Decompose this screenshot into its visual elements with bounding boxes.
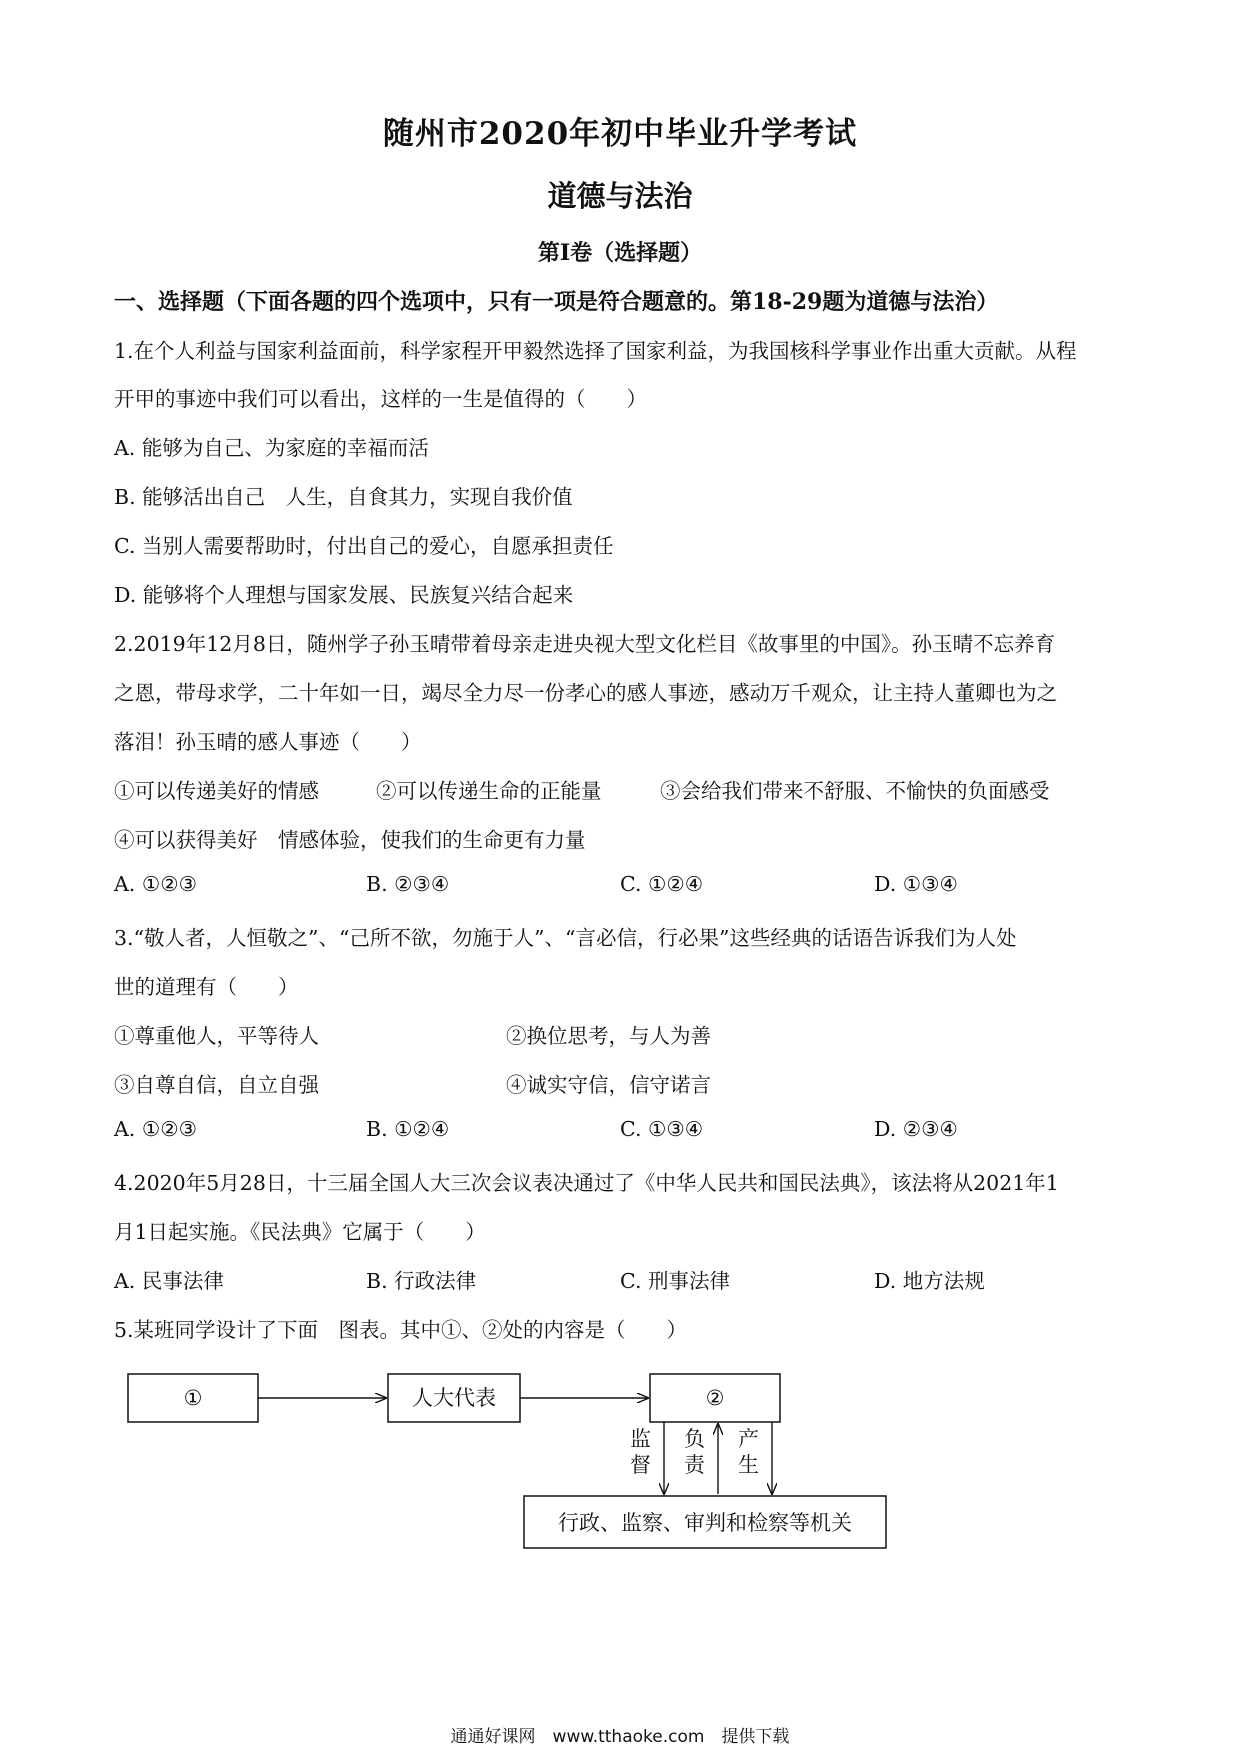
q1-option-d: D. 能够将个人理想与国家发展、民族复兴结合起来 (114, 583, 574, 607)
q1-stem-line1: 1.在个人利益与国家利益面前，科学家程开甲毅然选择了国家利益，为我国核科学事业作出重大贡献。从程 (114, 339, 1077, 363)
q5-stem-line1: 5.某班同学设计了下面 图表。其中①、②处的内容是（ ） (114, 1318, 688, 1342)
volume-title: 第Ⅰ卷（选择题） (537, 240, 703, 266)
q2-option-c: C. ①②④ (620, 872, 704, 896)
q4-stem-line2: 月1日起实施。《民法典》它属于（ ） (114, 1220, 486, 1244)
q3-stem-line1: 3.“敬人者，人恒敬之”、“己所不欲，勿施于人”、“言必信，行必果”这些经典的话语告诉我们为人处 (114, 926, 1017, 950)
diagram-box-4-label: 行政、监察、审判和检察等机关 (558, 1511, 852, 1535)
q3-option-d: D. ②③④ (874, 1117, 958, 1141)
q4-option-a: A. 民事法律 (114, 1269, 224, 1293)
label-produce-2: 生 (738, 1453, 759, 1477)
diagram-box-2-label: 人大代表 (412, 1386, 496, 1410)
q2-option-a: A. ①②③ (114, 872, 197, 896)
q3-item-2: ②换位思考，与人为善 (506, 1024, 711, 1048)
q2-item-4: ④可以获得美好 情感体验，使我们的生命更有力量 (114, 828, 586, 852)
q3-option-a: A. ①②③ (114, 1117, 197, 1141)
q2-item-2: ②可以传递生命的正能量 (376, 779, 602, 803)
label-supervise-2: 督 (630, 1453, 651, 1477)
label-responsible-2: 责 (684, 1453, 705, 1477)
q2-stem-line2: 之恩，带母求学，二十年如一日，竭尽全力尽一份孝心的感人事迹，感动万千观众，让主持人董卿也为之 (114, 681, 1057, 705)
subject-title: 道德与法治 (547, 179, 693, 213)
q4-option-d: D. 地方法规 (874, 1269, 985, 1293)
exam-title: 随州市2020年初中毕业升学考试 (382, 116, 858, 152)
diagram-box-1-label: ① (183, 1386, 203, 1410)
section-heading: 一、选择题（下面各题的四个选项中，只有一项是符合题意的。第18-29题为道德与法治） (114, 289, 999, 315)
q3-item-4: ④诚实守信，信守诺言 (506, 1073, 711, 1097)
q4-option-c: C. 刑事法律 (620, 1269, 730, 1293)
q2-item-3: ③会给我们带来不舒服、不愉快的负面感受 (660, 779, 1050, 803)
q1-option-b: B. 能够活出自己 人生，自食其力，实现自我价值 (114, 485, 573, 509)
q2-stem-line1: 2.2019年12月8日，随州学子孙玉晴带着母亲走进央视大型文化栏目《故事里的中国》。孙玉晴不忘养育 (114, 632, 1056, 656)
label-produce-1: 产 (738, 1427, 759, 1451)
q2-stem-line3: 落泪！孙玉晴的感人事迹（ ） (114, 730, 422, 754)
diagram-box-3-label: ② (705, 1386, 725, 1410)
label-responsible-1: 负 (684, 1427, 705, 1451)
label-supervise-1: 监 (630, 1427, 651, 1451)
q1-option-a: A. 能够为自己、为家庭的幸福而活 (114, 436, 429, 460)
q3-option-c: C. ①③④ (620, 1117, 704, 1141)
q1-stem-line2: 开甲的事迹中我们可以看出，这样的一生是值得的（ ） (114, 387, 647, 411)
q3-option-b: B. ①②④ (366, 1117, 450, 1141)
page-footer: 通通好课网 www.tthaoke.com 提供下载 (450, 1727, 790, 1747)
q4-stem-line1: 4.2020年5月28日，十三届全国人大三次会议表决通过了《中华人民共和国民法典》，该法将从2021年1 (114, 1171, 1059, 1195)
q2-option-d: D. ①③④ (874, 872, 958, 896)
q4-option-b: B. 行政法律 (366, 1269, 477, 1293)
q3-item-1: ①尊重他人，平等待人 (114, 1024, 319, 1048)
q3-item-3: ③自尊自信，自立自强 (114, 1073, 319, 1097)
q2-item-1: ①可以传递美好的情感 (114, 779, 319, 803)
q1-option-c: C. 当别人需要帮助时，付出自己的爱心，自愿承担责任 (114, 534, 614, 558)
q2-option-b: B. ②③④ (366, 872, 450, 896)
structure-diagram (110, 1360, 910, 1580)
q3-stem-line2: 世的道理有（ ） (114, 975, 299, 999)
